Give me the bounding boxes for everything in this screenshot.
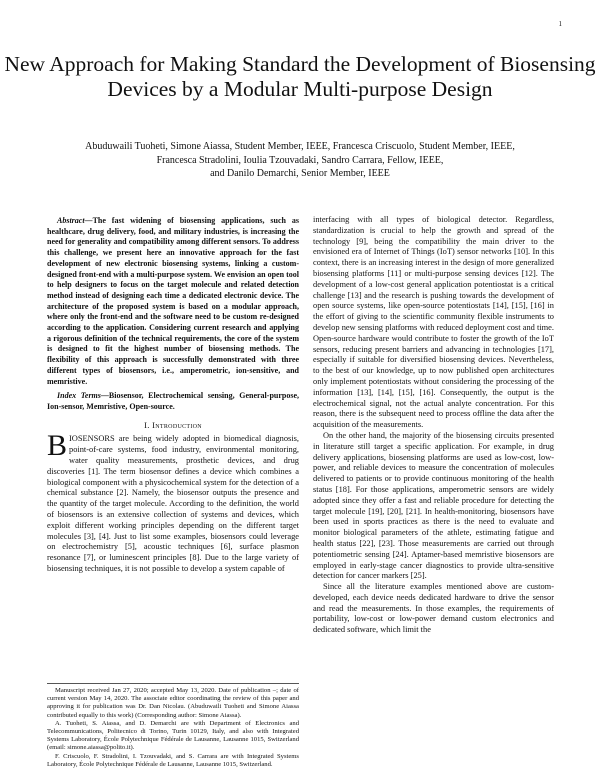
abstract-label: Abstract— (57, 216, 93, 225)
intro-paragraph (47, 429, 299, 574)
body-paragraph: On the other hand, the majority of the biosensing circuits presented in literature still target a specific application. For example, in drug delivery applications, biosensing platforms are used as low-cost, low-power, and reliable devices to measure the concentration of molecules delivered to patients or to provide continuous monitoring of the health status [18]. For those applications, amperometric sensors are widely adopted since they offer a fast and reliable procedure for detecting the target molecule [19], [20], [21]. In health-monitoring, biosensors have been used in sports practices as there is the need to evaluate and monitor biological parameters of the athlete, estimating fatigue and health status [22], [23]. Those measurements are carried out through potentiometric sensing [24]. Aptamer-based memristive biosensors are employed in early-stage cancer diagnostics to provide ultra-sensitive detection for cancer markers [25]. (313, 430, 554, 581)
footnote: F. Criscuolo, F. Stradolini, I. Tzouvadaki, and S. Carrara are with Integrated Systems Laboratory, École Polytechnique Fédérale de Lausanne, Lausanne 1015, Switzerland. (47, 752, 299, 768)
right-column (313, 215, 554, 636)
footnote: A. Tuoheti, S. Aiassa, and D. Demarchi are with Department of Electronics and Telecommunications, Politecnico di Torino, Turin 10129, Italy, and also with Integrated Systems Laboratory, École Polytechnique Fédérale de Lausanne, Lausanne 1015, Switzerland (email: simone.aiassa@polito.it). (47, 719, 299, 752)
intro-text: IOSENSORS are being widely adopted in biomedical diagnosis, point-of-care systems, food industry, environmental monitoring, water quality measurements, prosthetic devices, and drug discoveries [1]. The term biosensor defines a device which combines a biological component with a physicochemical system for the detection of a chemical substance [2]. Namely, the biosensor outputs the presence and the quantity of the target molecule. According to the definition, the world of biosensors is an extensive collection of systems and devices, which exploit different working principles depending on the different target molecules [3], [4]. Just to list some examples, biosensors could leverage on electrochemistry [5], acoustic techniques [6], surface plasmon resonance [7], or luminescent principles [8]. Due to the large variety of biosensing techniques, it is not possible to develop a system capable of (47, 434, 299, 574)
page-number: 1 (558, 20, 562, 28)
body-paragraph: interfacing with all types of biological detector. Regardless, standardization is crucial to help the growth and spread of the technology [9], being the compatibility the main driver to the envisioned era of Internet of Things (IoT) sensor networks [10]. In this context, there is an increasing interest in the design of more generalized biosensing platforms [11] or multi-purpose sensing devices [12]. The development of a low-cost general application potentiostat is a critical challenge [13] and the research is pushing towards the development of open source systems, like open-source potentiostats [14], [15], [16] in the effort of giving to the scientific community flexible instruments to develop new sensing platforms with reduced deployment cost and time. Open-source hardware would contribute to foster the growth of the IoT sensors, reducing present barriers and advancing in technologies [17], especially if suitable for diversified biosensing devices. Nevertheless, to the best of our knowledge, up to now published open architectures only implement potentiostats without considering the processing of the information [13], [14], [15], [16]. Consequently, the output is the electrochemical signal, not the actual analyte concentration. For this reason, there is the subsequent need to process offline the data after the acquisition of the measurements. (313, 215, 554, 430)
footnote: Manuscript received Jan 27, 2020; accepted May 13, 2020. Date of publication –; date of current version May 14, 2020. The associate editor coordinating the review of this paper and approving it for publication was Dr. Dan Nicolau. (Abuduwaili Tuoheti and Simone Aiassa contributed equally to this work) (Corresponding author: Simone Aiassa). (47, 687, 299, 719)
author-line: Abuduwaili Tuoheti, Simone Aiassa, Student Member, IEEE, Francesca Criscuolo, Student Member, IEEE, (85, 141, 515, 152)
author-line: Francesca Stradolini, Ioulia Tzouvadaki, Sandro Carrara, Fellow, IEEE, (156, 154, 444, 166)
body-paragraph: Since all the literature examples mentioned above are custom-developed, each device needs dedicated hardware to drive the sensor and read the measurements. In those examples, the requirements of portability, low-cost or low-power demand custom electronics and dedicated software, which limit the (313, 582, 554, 635)
index-terms-label: Index Terms— (57, 391, 109, 401)
author-line: and Danilo Demarchi, Senior Member, IEEE (210, 168, 390, 180)
drop-cap: B (47, 429, 68, 463)
section-heading: I. Introduction (144, 419, 202, 430)
index-terms (47, 391, 299, 412)
left-column (47, 216, 299, 575)
footnotes (47, 683, 299, 769)
paper-title: New Approach for Making Standard the Development of Biosensing Devices by a Modular Multi-purpose Design (4, 52, 596, 101)
abstract-text: The fast widening of biosensing applications, such as healthcare, drug delivery, food, and military industries, is increasing the need for generality and compatibility among different sensors. To address this challenge, we present here an innovative approach for the fast development of new electronic biosensing systems, linking a custom-designed front-end with a multi-purpose system. We envision an open tool to help designers to focus on the target molecule and related detection method instead of designing each time a dedicated electronic device. The architecture of the proposed system is based on a modular approach, where only the front-end and the software need to be custom re-designed according to the application. Considering current research and applying a rigorous definition of the technical requirements, the core of the system is designed to fit the highest number of biosensing methods. The flexibility of this approach is successfully demonstrated with three different types of biosensors, i.e., amperometric, ion-sensitive, and memristive. (47, 216, 299, 386)
index-terms-text: Biosensor, Electrochemical sensing, General-purpose, Ion-sensor, Memristive, Open-source. (47, 391, 300, 411)
abstract (47, 216, 299, 387)
author-list (0, 140, 600, 181)
